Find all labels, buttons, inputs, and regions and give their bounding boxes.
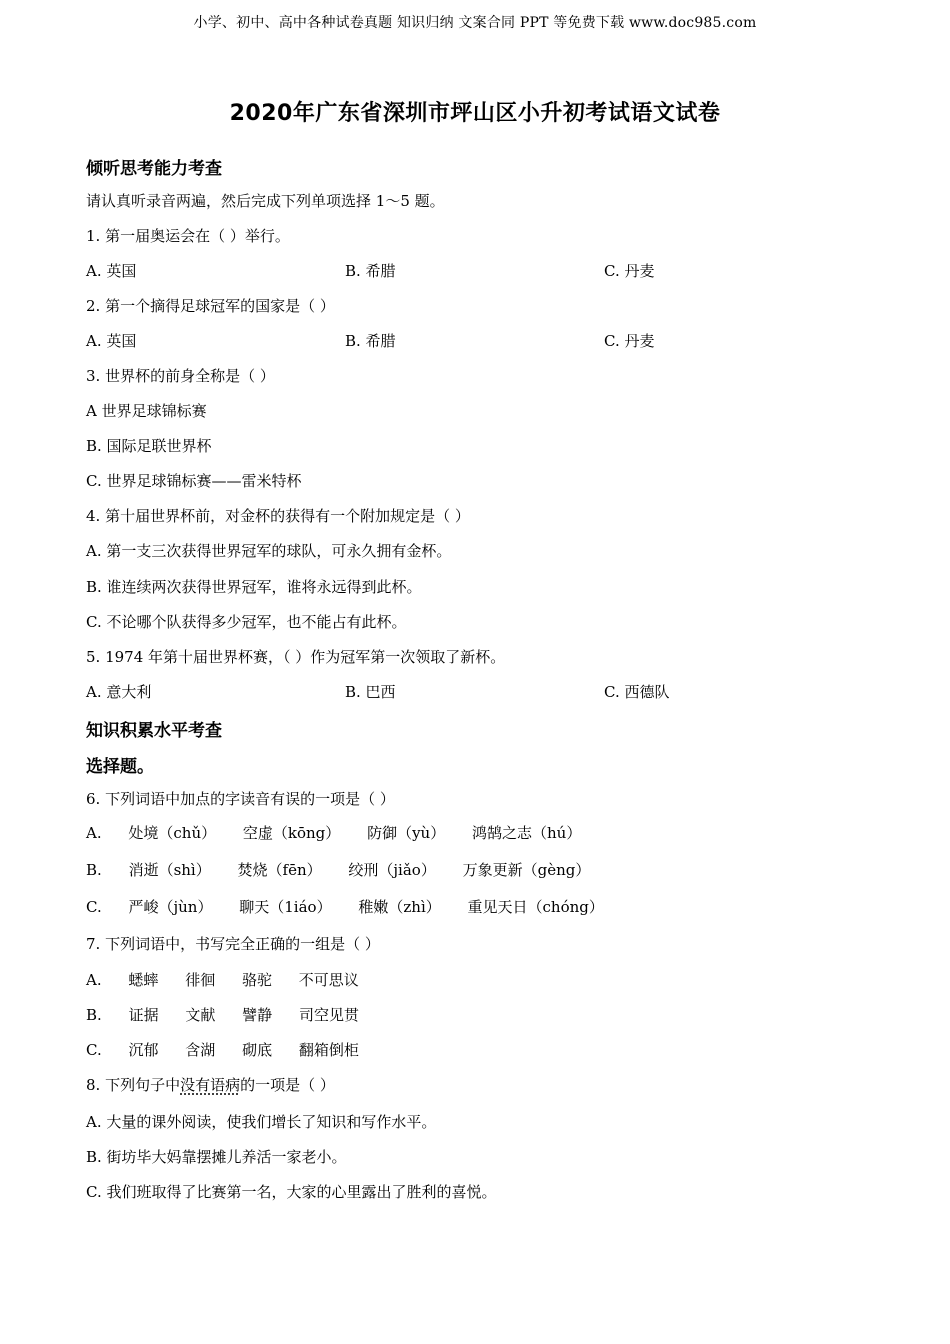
word-item: 不可思议: [298, 971, 359, 989]
question-1-option-b: B. 希腊: [345, 262, 396, 280]
question-8-option-b: B. 街坊毕大妈靠摆摊儿养活一家老小。: [86, 1148, 347, 1166]
section-heading-listening: 倾听思考能力考查: [86, 159, 222, 179]
question-5-stem: 5. 1974 年第十届世界杯赛，（ ）作为冠军第一次领取了新杯。: [86, 648, 506, 666]
word-item: 空虚（kōng）: [242, 824, 341, 842]
question-8-option-a: A. 大量的课外阅读，使我们增长了知识和写作水平。: [86, 1113, 437, 1131]
word-item: 处境（chǔ）: [128, 824, 217, 842]
section-heading-knowledge: 知识积累水平考查: [86, 721, 222, 741]
question-4-stem: 4. 第十届世界杯前，对金杯的获得有一个附加规定是（ ）: [86, 507, 470, 525]
option-label: C.: [86, 898, 102, 916]
question-1-option-a: A. 英国: [86, 262, 137, 280]
question-3-stem: 3. 世界杯的前身全称是（ ）: [86, 367, 275, 385]
word-item: 重见天日（chóng）: [467, 898, 604, 916]
word-item: 绞刑（jiǎo）: [348, 861, 436, 879]
question-3-option-a: A 世界足球锦标赛: [86, 402, 207, 420]
word-item: 含湖: [185, 1041, 216, 1059]
question-6-option-c: [86, 896, 626, 917]
question-1-stem: 1. 第一届奥运会在（ ）举行。: [86, 227, 290, 245]
section-intro: 请认真听录音两遍，然后完成下列单项选择 1～5 题。: [86, 192, 445, 210]
word-item: 徘徊: [185, 971, 216, 989]
stem-emphasis: 没有语病: [180, 1076, 241, 1094]
page-header: 小学、初中、高中各种试卷真题 知识归纳 文案合同 PPT 等免费下载 www.doc985.com: [193, 15, 757, 31]
section-subheading-choice: 选择题。: [86, 757, 154, 777]
question-4-option-b: B. 谁连续两次获得世界冠军，谁将永远得到此杯。: [86, 578, 422, 596]
option-label: A.: [86, 824, 102, 842]
word-item: 防御（yù）: [367, 824, 446, 842]
question-7-option-c: [86, 1039, 381, 1060]
question-4-option-a: A. 第一支三次获得世界冠军的球队，可永久拥有金杯。: [86, 542, 452, 560]
word-item: 沉郁: [128, 1041, 159, 1059]
question-7-stem: 7. 下列词语中，书写完全正确的一组是（ ）: [86, 935, 380, 953]
word-item: 严峻（jùn）: [128, 898, 213, 916]
question-5-option-a: A. 意大利: [86, 683, 152, 701]
word-item: 聊天（1iáo）: [239, 898, 332, 916]
question-4-option-c: C. 不论哪个队获得多少冠军，也不能占有此杯。: [86, 613, 407, 631]
option-label: A.: [86, 971, 102, 989]
question-2-stem: 2. 第一个摘得足球冠军的国家是（ ）: [86, 297, 335, 315]
word-item: 文献: [185, 1006, 216, 1024]
question-3-option-c: C. 世界足球锦标赛——雷米特杯: [86, 472, 302, 490]
question-8-option-c: C. 我们班取得了比赛第一名，大家的心里露出了胜利的喜悦。: [86, 1183, 497, 1201]
question-2-option-b: B. 希腊: [345, 332, 396, 350]
question-7-option-b: [86, 1004, 381, 1025]
word-item: 消逝（shì）: [128, 861, 211, 879]
stem-text: 8. 下列句子中: [86, 1076, 181, 1094]
question-5-option-b: B. 巴西: [345, 683, 396, 701]
word-item: 证据: [128, 1006, 159, 1024]
option-label: B.: [86, 1006, 102, 1024]
question-8-stem: [86, 1074, 335, 1095]
word-item: 翻箱倒柜: [298, 1041, 359, 1059]
word-item: 鸿鹄之志（hú）: [472, 824, 582, 842]
word-item: 骆驼: [241, 971, 272, 989]
question-5-option-c: C. 西德队: [604, 683, 670, 701]
word-item: 司空见贯: [298, 1006, 359, 1024]
option-label: C.: [86, 1041, 102, 1059]
word-item: 砌底: [242, 1041, 273, 1059]
word-item: 譬静: [242, 1006, 273, 1024]
stem-text: 的一项是（ ）: [240, 1076, 335, 1094]
question-2-option-c: C. 丹麦: [604, 332, 655, 350]
word-item: 万象更新（gèng）: [462, 861, 591, 879]
question-2-option-a: A. 英国: [86, 332, 137, 350]
question-3-option-b: B. 国际足联世界杯: [86, 437, 212, 455]
word-item: 稚嫩（zhì）: [358, 898, 441, 916]
question-1-option-c: C. 丹麦: [604, 262, 655, 280]
word-item: 焚烧（fēn）: [237, 861, 322, 879]
question-6-option-a: [86, 822, 603, 843]
question-6-stem: 6. 下列词语中加点的字读音有误的一项是（ ）: [86, 790, 395, 808]
page-title: 2020年广东省深圳市坪山区小升初考试语文试卷: [229, 101, 721, 126]
word-item: 蟋蟀: [128, 971, 159, 989]
option-label: B.: [86, 861, 102, 879]
question-7-option-a: [86, 969, 381, 990]
question-6-option-b: [86, 859, 612, 880]
